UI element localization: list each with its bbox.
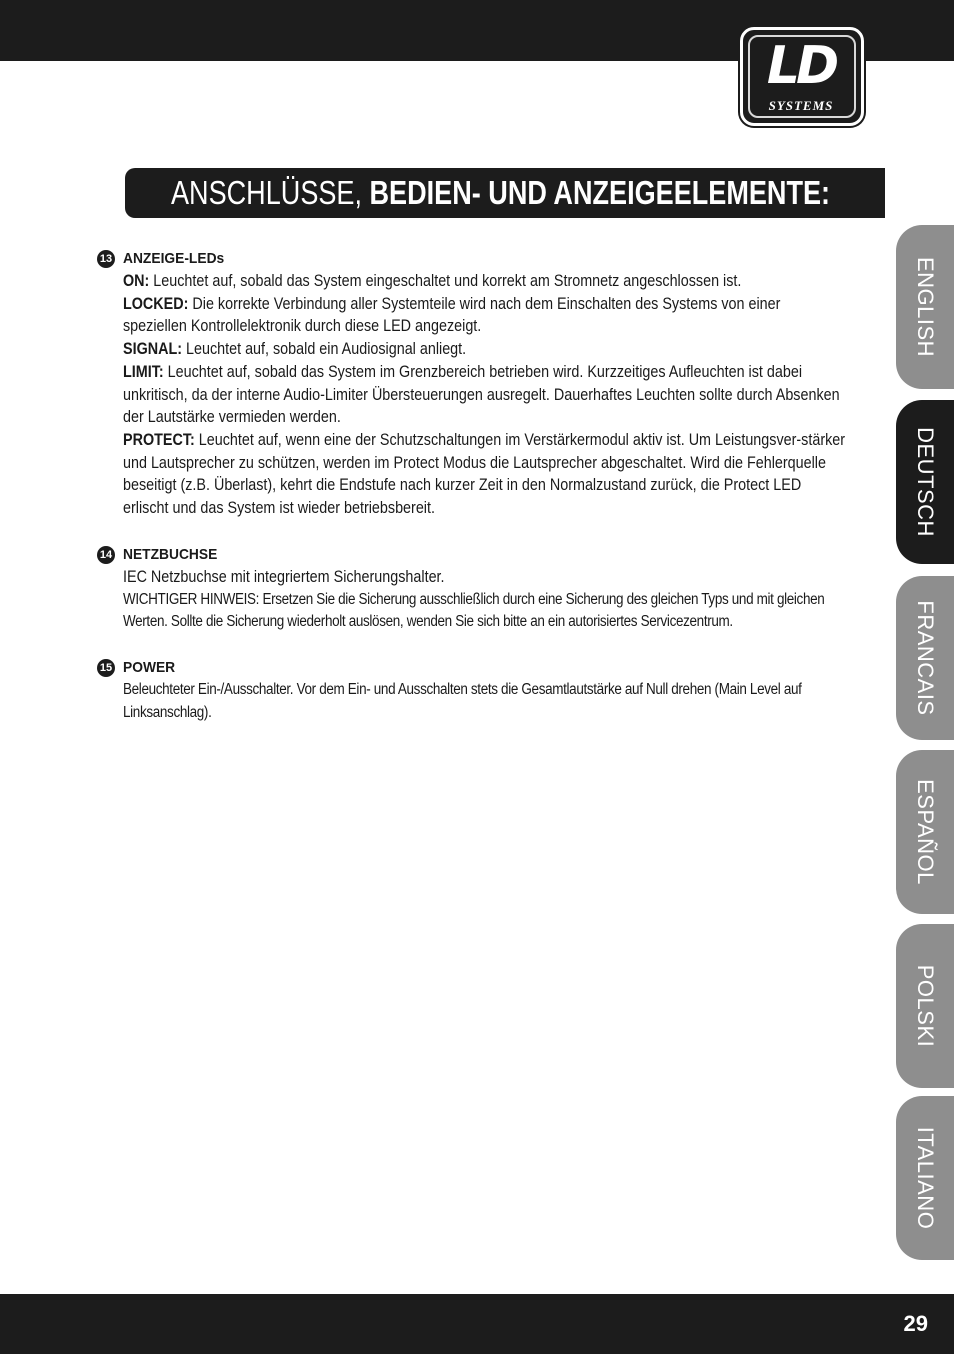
led-description: Leuchtet auf, wenn eine der Schutzschaltungen im Verstärkermodul aktiv ist. Um Leistungsver-stärker und Lautsprecher zu schützen, werden im Protect Modus die Lautsprecher abgeschaltet. Wird die Fehlerquelle beseitigt (z.B. Überlast), kehrt die Endstufe nach kurzer Zeit in den Normalzustand zurück, die Protect LED erlischt und das System ist wieder betriebsbereit. — [123, 430, 846, 518]
tab-francais-label: FRANCAIS — [913, 600, 938, 716]
led-description: Die korrekte Verbindung aller Systemteile wird nach dem Einschalten des Systems von einer speziellen Kontrollelektronik durch diese LED angezeigt. — [123, 294, 781, 336]
tab-deutsch[interactable] — [896, 400, 954, 564]
led-term: LIMIT: — [123, 362, 164, 381]
led-term: SIGNAL: — [123, 340, 183, 359]
tab-deutsch-label: DEUTSCH — [913, 427, 938, 537]
title-bold: BEDIEN- UND ANZEIGEELEMENTE: — [369, 174, 831, 211]
ld-systems-logo — [740, 27, 864, 126]
tab-francais[interactable] — [896, 576, 954, 740]
tab-italiano-label: ITALIANO — [913, 1126, 938, 1230]
section-number-badge: 15 — [97, 659, 115, 677]
bottom-bar — [0, 1294, 954, 1354]
led-description: Leuchtet auf, sobald das System im Grenzbereich betrieben wird. Kurzzeitiges Aufleuchten ist dabei unkritisch, da der interne Audio-Limiter Übersteuerungen ausregelt. Dauerhaftes Leuchten sollte durch Absenken der Lautstärke vermieden werden. — [123, 362, 840, 427]
led-item-protect — [123, 429, 845, 520]
tab-english-label: ENGLISH — [913, 256, 938, 358]
led-description: Leuchtet auf, sobald ein Audiosignal anliegt. — [182, 340, 467, 359]
led-term: ON: — [123, 272, 150, 290]
led-term: LOCKED: — [123, 294, 189, 313]
section-body — [123, 270, 845, 520]
led-term: PROTECT: — [123, 430, 195, 449]
led-item-locked — [123, 293, 845, 338]
tab-italiano[interactable] — [896, 1096, 954, 1260]
important-note: WICHTIGER HINWEIS: Ersetzen Sie die Sicherung ausschließlich durch eine Sicherung des gleichen Typs und mit gleichen Werten. Sollte die Sicherung wiederholt auslösen, wenden Sie sich bitte an ein autorisiertes Servicezentrum. — [123, 590, 825, 631]
section-title: POWER — [123, 659, 176, 676]
section-title: NETZBUCHSE — [123, 546, 218, 563]
led-item-limit — [123, 361, 845, 429]
led-item-on — [123, 270, 845, 293]
netzbuchse-description: IEC Netzbuchse mit integriertem Sicherungshalter. — [123, 568, 445, 586]
tab-english[interactable] — [896, 225, 954, 389]
section-body — [123, 566, 845, 634]
tab-polski-label: POLSKI — [913, 964, 938, 1048]
heading-bar — [125, 168, 885, 218]
section-body — [123, 679, 845, 724]
page-title — [171, 173, 830, 213]
power-description: Beleuchteter Ein-/Ausschalter. Vor dem Ein- und Ausschalten stets die Gesamtlautstärke auf Null drehen (Main Level auf Linksanschlag). — [123, 681, 802, 721]
led-item-signal — [123, 338, 845, 361]
logo-subtitle: SYSTEMS — [768, 98, 834, 113]
title-light: ANSCHLÜSSE, — [171, 174, 362, 211]
logo-brand: LD — [766, 36, 836, 96]
section-number-badge: 14 — [97, 546, 115, 564]
led-description: Leuchtet auf, sobald das System eingeschaltet und korrekt am Stromnetz angeschlossen ist. — [149, 272, 742, 290]
section-title: ANZEIGE-LEDs — [123, 250, 225, 267]
page-number: 29 — [903, 1311, 928, 1336]
tab-polski[interactable] — [896, 924, 954, 1088]
tab-espanol[interactable] — [896, 750, 954, 914]
section-number-badge: 13 — [97, 250, 115, 268]
tab-espanol-label: ESPAÑOL — [913, 779, 938, 885]
